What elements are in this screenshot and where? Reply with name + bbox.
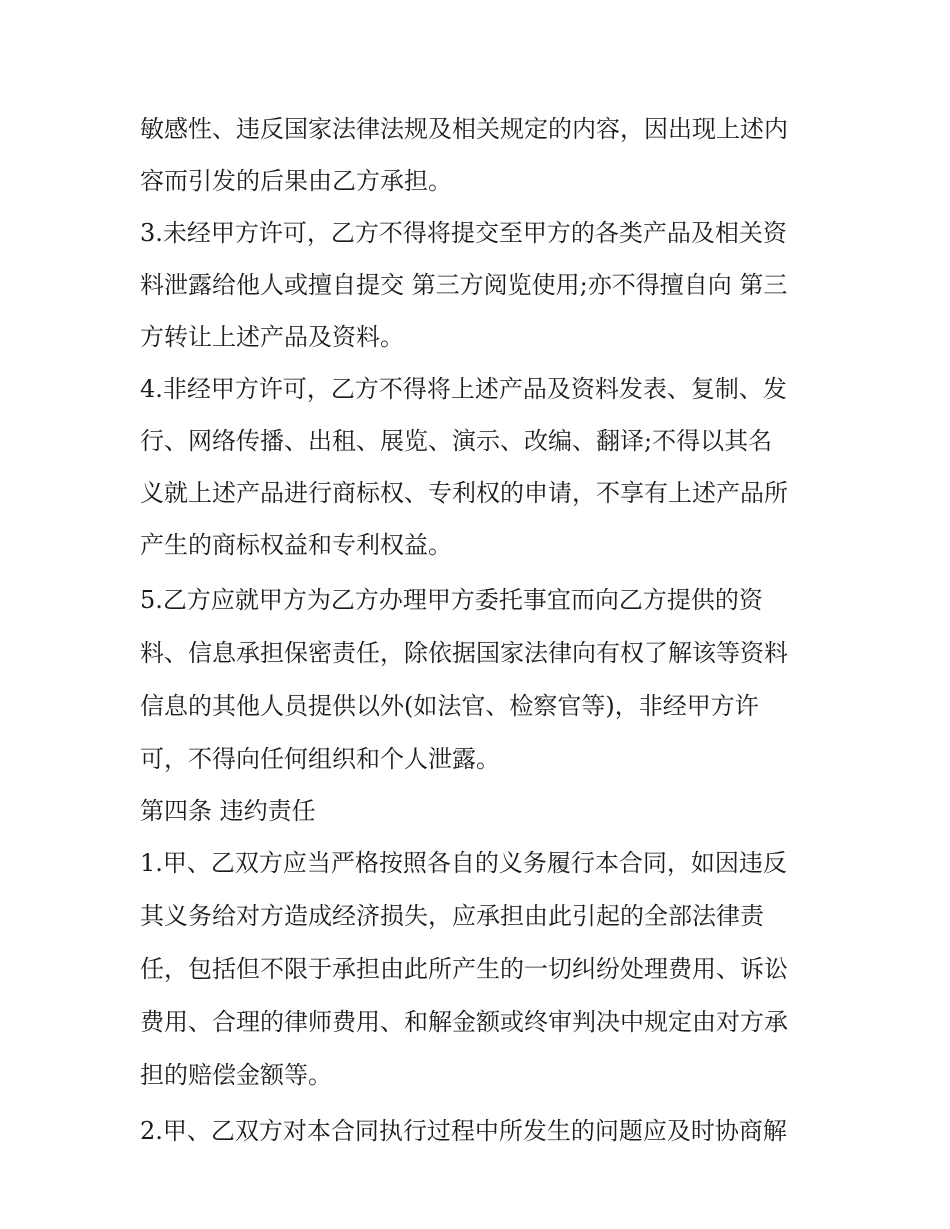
text-line: 产生的商标权益和专利权益。 (140, 531, 452, 559)
text-line: 可，不得向任何组织和个人泄露。 (140, 745, 500, 773)
text-line: 4.非经甲方许可，乙方不得将上述产品及资料发表、复制、发 (140, 375, 787, 403)
section-heading: 第四条 违约责任 (140, 797, 316, 825)
text-line: 3.未经甲方许可，乙方不得将提交至甲方的各类产品及相关资 (140, 219, 787, 247)
text-line: 费用、合理的律师费用、和解金额或终审判决中规定由对方承 (140, 1008, 788, 1036)
text-line: 信息的其他人员提供以外(如法官、检察官等)，非经甲方许 (140, 692, 759, 720)
text-line: 任，包括但不限于承担由此所产生的一切纠纷处理费用、诉讼 (140, 955, 788, 983)
text-line: 1.甲、乙双方应当严格按照各自的义务履行本合同，如因违反 (140, 849, 787, 877)
text-line: 容而引发的后果由乙方承担。 (140, 167, 452, 195)
text-line: 其义务给对方造成经济损失，应承担由此引起的全部法律责 (140, 902, 764, 930)
text-line: 2.甲、乙双方对本合同执行过程中所发生的问题应及时协商解 (140, 1117, 787, 1145)
text-line: 担的赔偿金额等。 (140, 1061, 332, 1089)
text-line: 5.乙方应就甲方为乙方办理甲方委托事宜而向乙方提供的资 (140, 586, 763, 614)
text-line: 行、网络传播、出租、展览、演示、改编、翻译;不得以其名 (140, 427, 773, 455)
text-line: 义就上述产品进行商标权、专利权的申请，不享有上述产品所 (140, 479, 788, 507)
text-line: 料泄露给他人或擅自提交 第三方阅览使用;亦不得擅自向 第三 (140, 271, 788, 299)
text-line: 敏感性、违反国家法律法规及相关规定的内容，因出现上述内 (140, 115, 788, 143)
text-line: 料、信息承担保密责任，除依据国家法律向有权了解该等资料 (140, 639, 788, 667)
text-line: 方转让上述产品及资料。 (140, 323, 404, 351)
